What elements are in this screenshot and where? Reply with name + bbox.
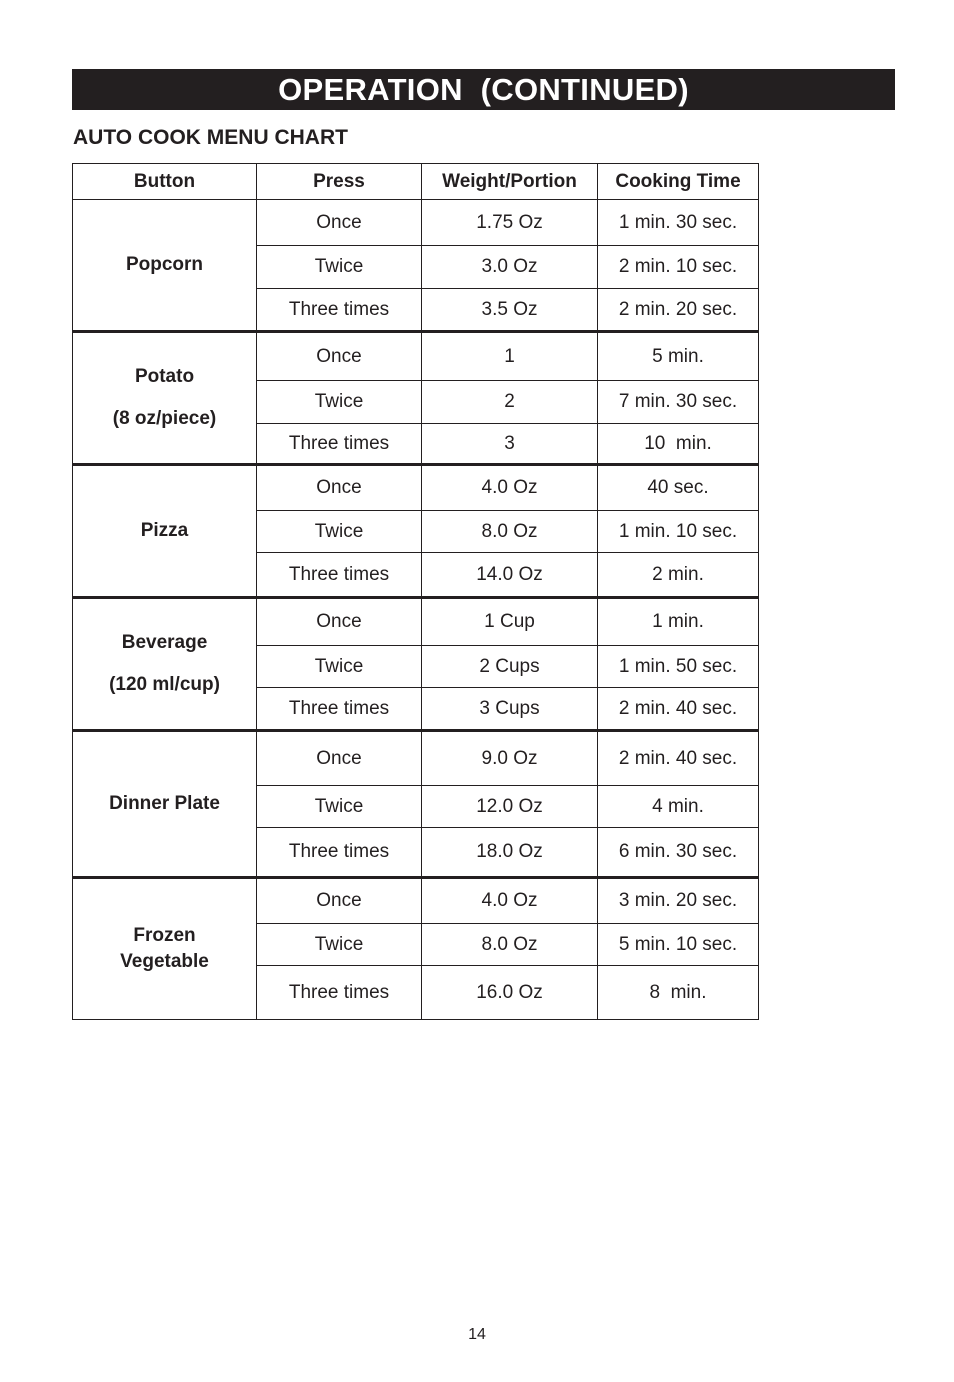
auto-cook-menu-table <box>72 163 759 1020</box>
weight-portion-cell: 8.0 Oz <box>422 924 598 966</box>
button-name-line: Potato <box>134 366 195 387</box>
weight-portion-cell: 4.0 Oz <box>422 465 598 511</box>
button-name-line: Frozen <box>133 925 196 946</box>
press-cell: Once <box>257 598 422 646</box>
press-cell: Once <box>257 878 422 924</box>
button-name-cell <box>73 465 257 598</box>
section-title: AUTO COOK MENU CHART <box>73 126 348 149</box>
press-cell: Three times <box>257 688 422 731</box>
press-cell: Twice <box>257 511 422 553</box>
weight-portion-cell: 3.0 Oz <box>422 246 598 289</box>
column-header-cooking-time: Cooking Time <box>598 164 759 200</box>
cooking-time-cell: 6 min. 30 sec. <box>598 828 759 878</box>
weight-portion-cell: 18.0 Oz <box>422 828 598 878</box>
press-cell: Twice <box>257 381 422 424</box>
button-name-line: (120 ml/cup) <box>109 674 220 695</box>
cooking-time-cell: 7 min. 30 sec. <box>598 381 759 424</box>
cooking-time-cell: 2 min. 10 sec. <box>598 246 759 289</box>
cooking-time-cell: 2 min. 20 sec. <box>598 289 759 332</box>
weight-portion-cell: 2 <box>422 381 598 424</box>
table-row <box>73 598 759 646</box>
press-cell: Twice <box>257 924 422 966</box>
button-name-cell <box>73 878 257 1020</box>
table-row <box>73 200 759 246</box>
cooking-time-cell: 2 min. <box>598 553 759 598</box>
weight-portion-cell: 9.0 Oz <box>422 731 598 786</box>
page-header <box>72 69 895 110</box>
weight-portion-cell: 16.0 Oz <box>422 966 598 1020</box>
cooking-time-cell: 2 min. 40 sec. <box>598 688 759 731</box>
press-cell: Once <box>257 465 422 511</box>
weight-portion-cell: 14.0 Oz <box>422 553 598 598</box>
cooking-time-cell: 4 min. <box>598 786 759 828</box>
cooking-time-cell: 5 min. <box>598 332 759 381</box>
press-cell: Three times <box>257 289 422 332</box>
cooking-time-cell: 8 min. <box>598 966 759 1020</box>
press-cell: Three times <box>257 828 422 878</box>
button-name-cell <box>73 332 257 465</box>
weight-portion-cell: 1.75 Oz <box>422 200 598 246</box>
page-number: 14 <box>468 1326 486 1343</box>
weight-portion-cell: 3 Cups <box>422 688 598 731</box>
table-row <box>73 878 759 924</box>
cooking-time-cell: 3 min. 20 sec. <box>598 878 759 924</box>
cooking-time-cell: 1 min. 50 sec. <box>598 646 759 688</box>
weight-portion-cell: 3.5 Oz <box>422 289 598 332</box>
weight-portion-cell: 2 Cups <box>422 646 598 688</box>
page-title: OPERATION (CONTINUED) <box>278 71 689 107</box>
press-cell: Once <box>257 332 422 381</box>
table-header-row <box>73 164 759 200</box>
weight-portion-cell: 1 Cup <box>422 598 598 646</box>
weight-portion-cell: 12.0 Oz <box>422 786 598 828</box>
weight-portion-cell: 1 <box>422 332 598 381</box>
press-cell: Three times <box>257 553 422 598</box>
table-row <box>73 731 759 786</box>
press-cell: Twice <box>257 646 422 688</box>
cooking-time-cell: 10 min. <box>598 424 759 465</box>
button-name-cell <box>73 731 257 878</box>
button-name-line: (8 oz/piece) <box>112 408 217 429</box>
table-row <box>73 465 759 511</box>
table-row <box>73 332 759 381</box>
press-cell: Three times <box>257 966 422 1020</box>
press-cell: Twice <box>257 786 422 828</box>
cooking-time-cell: 40 sec. <box>598 465 759 511</box>
press-cell: Once <box>257 731 422 786</box>
press-cell: Twice <box>257 246 422 289</box>
cooking-time-cell: 2 min. 40 sec. <box>598 731 759 786</box>
column-header-press: Press <box>257 164 422 200</box>
button-name-cell <box>73 598 257 731</box>
column-header-button: Button <box>73 164 257 200</box>
press-cell: Once <box>257 200 422 246</box>
weight-portion-cell: 8.0 Oz <box>422 511 598 553</box>
button-name-line: Popcorn <box>125 254 204 275</box>
cooking-time-cell: 5 min. 10 sec. <box>598 924 759 966</box>
button-name-line: Beverage <box>121 632 208 653</box>
press-cell: Three times <box>257 424 422 465</box>
weight-portion-cell: 4.0 Oz <box>422 878 598 924</box>
column-header-weight-portion: Weight/Portion <box>422 164 598 200</box>
button-name-line: Pizza <box>140 520 189 541</box>
button-name-line: Dinner Plate <box>109 793 220 814</box>
cooking-time-cell: 1 min. 30 sec. <box>598 200 759 246</box>
cooking-time-cell: 1 min. 10 sec. <box>598 511 759 553</box>
cooking-time-cell: 1 min. <box>598 598 759 646</box>
button-name-line: Vegetable <box>120 951 209 972</box>
button-name-cell <box>73 200 257 332</box>
weight-portion-cell: 3 <box>422 424 598 465</box>
